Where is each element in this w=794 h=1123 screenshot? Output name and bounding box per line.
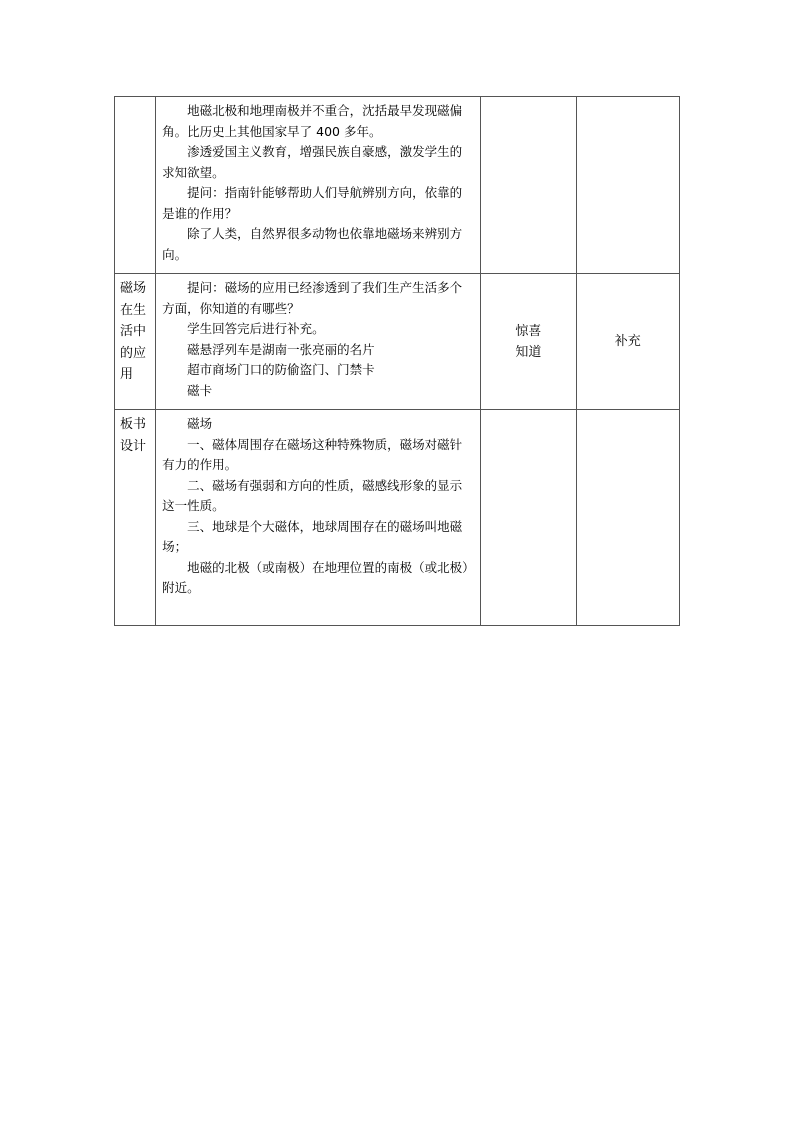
student-activity-text: 惊喜知道 (515, 323, 542, 360)
section-label (115, 97, 155, 101)
content-paragraph: 三、地球是个大磁体，地球周围存在的磁场叫地磁场； (162, 518, 463, 554)
content-paragraph: 提问：磁场的应用已经渗透到了我们生产生活多个方面，你知道的有哪些？ (162, 280, 463, 316)
section-label-cell (115, 97, 156, 274)
student-activity-cell (481, 274, 576, 410)
section-label-cell (115, 274, 156, 410)
lesson-plan-table (114, 96, 680, 626)
section-label-cell (115, 410, 156, 626)
section-label: 磁场在生活中的应用 (120, 281, 147, 382)
table-row (115, 274, 680, 410)
student-activity-cell (481, 97, 576, 274)
design-intent-cell (576, 274, 679, 410)
teaching-content-cell (156, 274, 481, 410)
content-paragraph: 磁卡 (187, 382, 213, 398)
content-paragraph: 渗透爱国主义教育，增强民族自豪感，激发学生的求知欲望。 (162, 144, 463, 180)
content-paragraph: 磁悬浮列车是湖南一张亮丽的名片 (187, 341, 375, 357)
design-intent-cell (576, 97, 679, 274)
content-paragraph: 地磁的北极（或南极）在地理位置的南极（或北极）附近。 (162, 559, 469, 595)
teaching-content-cell (156, 97, 481, 274)
content-paragraph: 二、磁场有强弱和方向的性质，磁感线形象的显示这一性质。 (162, 477, 463, 513)
student-activity-cell (481, 410, 576, 626)
content-paragraph: 提问：指南针能够帮助人们导航辨别方向，依靠的是谁的作用？ (162, 185, 463, 221)
content-paragraph: 磁场 (187, 416, 213, 431)
table-row (115, 410, 680, 626)
section-label: 板书设计 (120, 417, 147, 454)
design-intent-cell (576, 410, 679, 626)
table-row (115, 97, 680, 274)
content-paragraph: 一、磁体周围存在磁场这种特殊物质，磁场对磁针有力的作用。 (162, 436, 463, 472)
design-intent-text: 补充 (614, 334, 641, 349)
content-paragraph: 地磁北极和地理南极并不重合，沈括最早发现磁偏角。比历史上其他国家早了 400 多年。 (162, 103, 463, 139)
content-paragraph: 超市商场门口的防偷盗门、门禁卡 (187, 362, 375, 377)
teaching-content-cell (156, 410, 481, 626)
content-paragraph: 除了人类，自然界很多动物也依靠地磁场来辨别方向。 (162, 226, 463, 262)
content-paragraph: 学生回答完后进行补充。 (187, 321, 325, 336)
